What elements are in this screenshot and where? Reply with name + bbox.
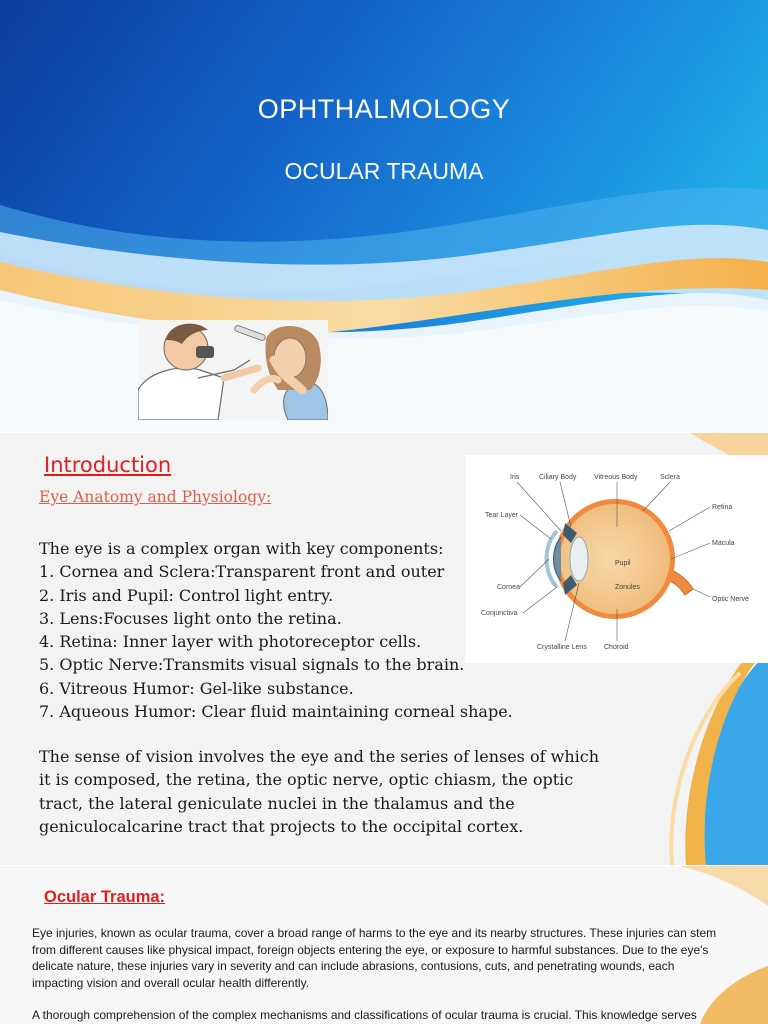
- label-pupil: Pupil: [615, 560, 631, 567]
- title-slide: [0, 0, 768, 432]
- label-sclera: Sclera: [660, 474, 680, 481]
- list-item: 2. Iris and Pupil: Control light entry.: [39, 585, 334, 605]
- trauma-paragraph-1: Eye injuries, known as ocular trauma, cover a broad range of harms to the eye and its nearby structures. These injuries can stem from different causes like physical impact, foreign objects entering the eye, or exposure to harmful substances. Due to the eye's delicate nature, these injuries vary in severity and can include abrasions, contusions, cuts, and penetrating wounds, each impacting vision and overall ocular health differently.: [32, 926, 717, 990]
- label-cornea: Cornea: [497, 584, 520, 591]
- doctor-patient-illustration: [138, 320, 328, 420]
- label-iris: Iris: [510, 474, 520, 481]
- trauma-paragraph-2: A thorough comprehension of the complex mechanisms and classifications of ocular trauma is crucial. This knowledge serves: [32, 1008, 697, 1022]
- list-item: 5. Optic Nerve:Transmits visual signals to the brain.: [39, 655, 465, 675]
- vision-paragraph: The sense of vision involves the eye and the series of lenses of which it is composed, the retina, the optic nerve, optic chiasm, the optic tract, the lateral geniculate nuclei in the thalamus and the geniculocalcarine tract that projects to the occipital cortex.: [39, 747, 599, 836]
- introduction-heading: Introduction: [44, 453, 172, 477]
- anatomy-subheading: Eye Anatomy and Physiology:: [39, 488, 272, 506]
- label-crystalline-lens: Crystalline Lens: [537, 644, 587, 651]
- label-retina: Retina: [712, 504, 733, 511]
- label-conjunctiva: Conjunctiva: [481, 610, 518, 617]
- label-macula: Macula: [712, 540, 735, 547]
- list-item: 7. Aqueous Humor: Clear fluid maintaining corneal shape.: [39, 702, 513, 722]
- presentation-title: OPHTHALMOLOGY: [257, 94, 511, 124]
- list-item: 6. Vitreous Humor: Gel-like substance.: [39, 678, 354, 698]
- ocular-trauma-heading: Ocular Trauma:: [44, 888, 166, 906]
- label-choroid: Choroid: [604, 644, 629, 651]
- label-zonules: Zonules: [615, 584, 640, 591]
- ocular-trauma-slide: [0, 866, 768, 1024]
- wave-background: [0, 0, 768, 432]
- list-item: 4. Retina: Inner layer with photoreceptor cells.: [39, 632, 422, 652]
- label-ciliary-body: Ciliary Body: [539, 474, 577, 481]
- label-optic-nerve: Optic Nerve: [712, 596, 749, 603]
- list-lead: The eye is a complex organ with key components:: [39, 539, 444, 558]
- label-tear-layer: Tear Layer: [485, 512, 519, 519]
- eye-anatomy-diagram: [465, 455, 768, 663]
- list-item: 1. Cornea and Sclera:Transparent front and outer: [39, 562, 445, 582]
- label-vitreous-body: Vitreous Body: [594, 474, 638, 481]
- presentation-subtitle: OCULAR TRAUMA: [284, 158, 484, 184]
- list-item: 3. Lens:Focuses light onto the retina.: [39, 608, 342, 628]
- introduction-slide: [0, 433, 768, 865]
